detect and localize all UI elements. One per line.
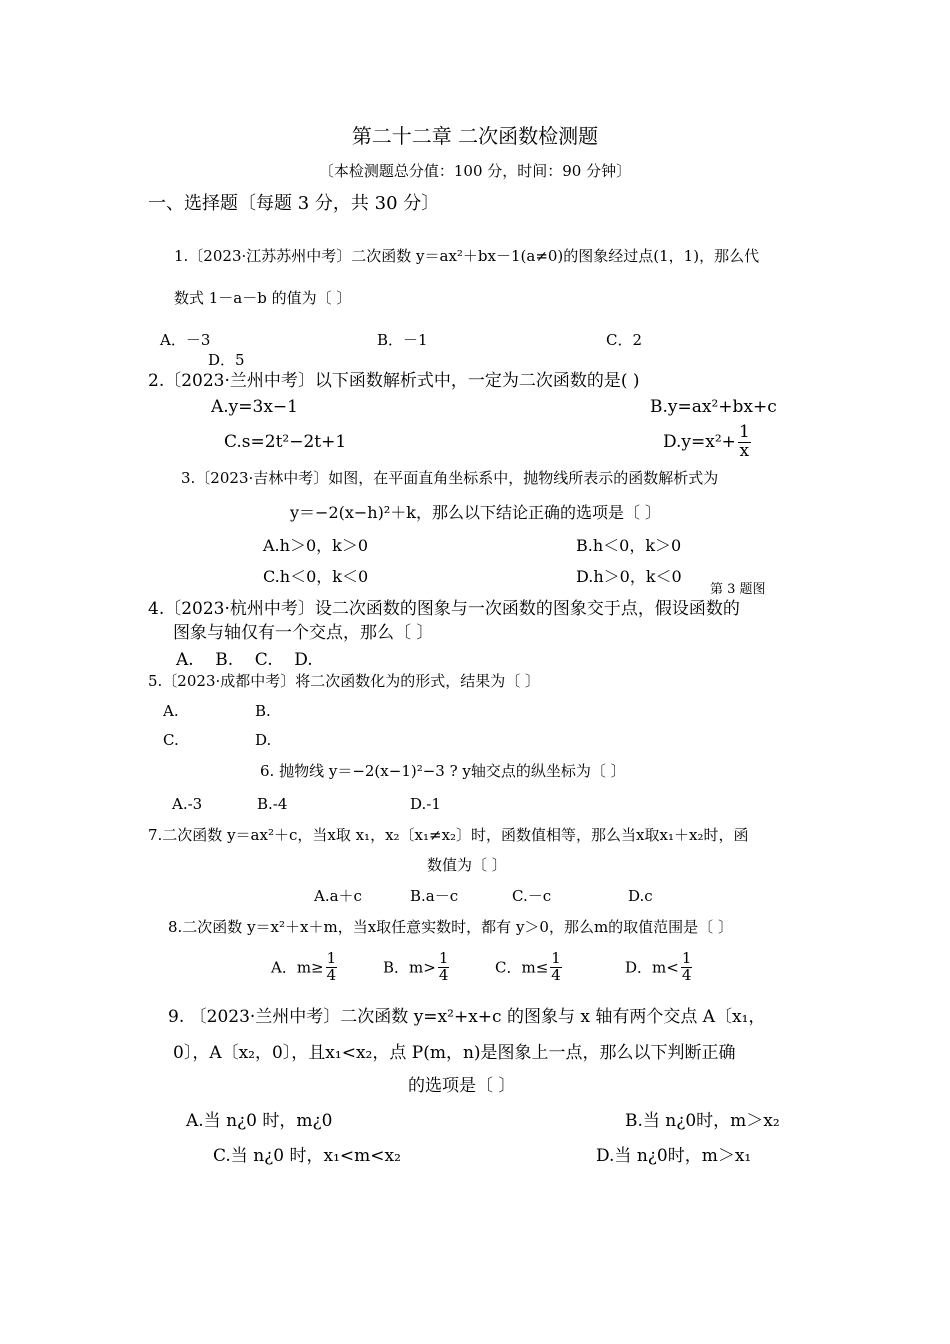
q8-option-b [383, 951, 451, 984]
q5-option-a: A. [163, 702, 179, 720]
q8-option-a-fraction [326, 951, 338, 984]
fraction-numerator: 1 [738, 422, 750, 442]
q8-option-b-fraction [438, 951, 450, 984]
q2-option-d-text: D.y=x²+ [663, 432, 736, 453]
q2-option-b: B.y=ax²+bx+c [650, 397, 777, 417]
q9-option-c: C.当 n¿0 时，x₁<m<x₂ [213, 1146, 401, 1166]
q6-option-b: B.-4 [257, 795, 288, 813]
q8-option-a [271, 951, 339, 984]
q9-option-a: A.当 n¿0 时，m¿0 [186, 1111, 333, 1131]
fraction-numerator: 1 [551, 949, 561, 967]
q1-line2: 数式 1－a－b 的值为〔 〕 [174, 289, 352, 307]
q2-option-d [663, 424, 753, 461]
q8-option-b-text: B．m> [383, 958, 436, 977]
q2-option-c: C.s=2t²−2t+1 [224, 432, 347, 452]
q8-option-d [625, 951, 694, 984]
q2-stem: 2.〔2023·兰州中考〕以下函数解析式中，一定为二次函数的是( ) [148, 371, 640, 391]
q6-stem: 6. 抛物线 y＝−2(x−1)²−3 ? y轴交点的纵坐标为〔 〕 [260, 762, 626, 780]
q7-line1: 7.二次函数 y＝ax²＋c，当x取 x₁，x₂〔x₁≠x₂〕时，函数值相等，那么当x取x₁＋x₂时，函 [148, 826, 749, 844]
q7-option-d: D.c [628, 887, 653, 905]
q9-option-d: D.当 n¿0时，m＞x₁ [596, 1146, 752, 1166]
fraction-denominator: 4 [438, 965, 449, 984]
fraction-denominator: 4 [681, 965, 692, 984]
q6-option-d: D.-1 [410, 795, 441, 813]
q5-option-b: B. [255, 702, 271, 720]
section-heading: 一、选择题〔每题 3 分，共 30 分〕 [148, 193, 440, 214]
q2-option-a: A.y=3x−1 [211, 397, 298, 417]
q7-line2: 数值为〔 〕 [427, 856, 507, 874]
q1-option-a: A．－3 [160, 331, 211, 349]
q8-option-c [495, 951, 564, 984]
q1-option-b: B．－1 [377, 331, 428, 349]
q6-option-a: A.-3 [172, 795, 203, 813]
q3-line2: y＝−2(x−h)²＋k，那么以下结论正确的选项是〔 〕 [290, 503, 662, 522]
q7-option-a: A.a＋c [314, 887, 362, 905]
q1-line1: 1.〔2023·江苏苏州中考〕二次函数 y＝ax²＋bx－1(a≠0)的图象经过点(1，1)，那么代 [174, 247, 760, 265]
q4-line1: 4.〔2023·杭州中考〕设二次函数的图象与一次函数的图象交于点，假设函数的 [148, 599, 740, 619]
fraction-numerator: 1 [326, 949, 337, 967]
fraction-numerator: 1 [438, 949, 449, 967]
q9-line2: 0〕，A〔x₂，0〕，且x₁<x₂，点 P(m，n)是图象上一点，那么以下判断正确 [173, 1043, 736, 1063]
q9-line3: 的选项是〔 〕 [408, 1076, 516, 1096]
q5-option-c: C. [163, 731, 179, 749]
q9-line1: 9. 〔2023·兰州中考〕二次函数 y=x²+x+c 的图象与 x 轴有两个交点 A〔x₁， [168, 1007, 766, 1027]
q3-line1: 3.〔2023·吉林中考〕如图，在平面直角坐标系中，抛物线所表示的函数解析式为 [181, 469, 719, 487]
q3-figure-caption: 第 3 题图 [710, 582, 766, 597]
q3-option-b: B.h＜0，k＞0 [576, 536, 682, 555]
q7-option-c: C.－c [512, 887, 552, 905]
q1-option-d: D．5 [208, 351, 245, 369]
q3-option-d: D.h＞0，k＜0 [576, 567, 682, 586]
page-title: 第二十二章 二次函数检测题 [351, 124, 599, 148]
q2-option-d-fraction [738, 424, 751, 461]
q5-stem: 5.〔2023·成都中考〕将二次函数化为的形式，结果为〔 〕 [148, 672, 541, 690]
q3-option-c: C.h＜0，k＜0 [263, 567, 369, 586]
q8-option-c-fraction [550, 951, 562, 984]
q7-option-b: B.a－c [410, 887, 459, 905]
q4-line2: 图象与轴仅有一个交点，那么〔 〕 [173, 623, 434, 643]
fraction-numerator: 1 [681, 949, 692, 967]
q8-option-a-text: A．m≥ [271, 958, 324, 977]
q3-option-a: A.h＞0，k＞0 [263, 536, 369, 555]
fraction-denominator: x [739, 440, 750, 461]
q4-options: A. B. C. D. [176, 650, 313, 670]
q8-option-d-fraction [681, 951, 693, 984]
q9-option-b: B.当 n¿0时，m＞x₂ [625, 1111, 780, 1131]
q8-option-d-text: D．m< [625, 958, 679, 977]
q8-stem: 8.二次函数 y＝x²＋x＋m，当x取任意实数时，都有 y＞0，那么m的取值范围是〔 〕 [168, 918, 733, 936]
fraction-denominator: 4 [326, 965, 337, 984]
q5-option-d: D. [255, 731, 272, 749]
q1-option-c: C．2 [606, 331, 643, 349]
page-subtitle: 〔本检测题总分值：100 分，时间：90 分钟〕 [318, 162, 632, 180]
fraction-denominator: 4 [551, 965, 561, 984]
q8-option-c-text: C．m≤ [495, 958, 549, 977]
